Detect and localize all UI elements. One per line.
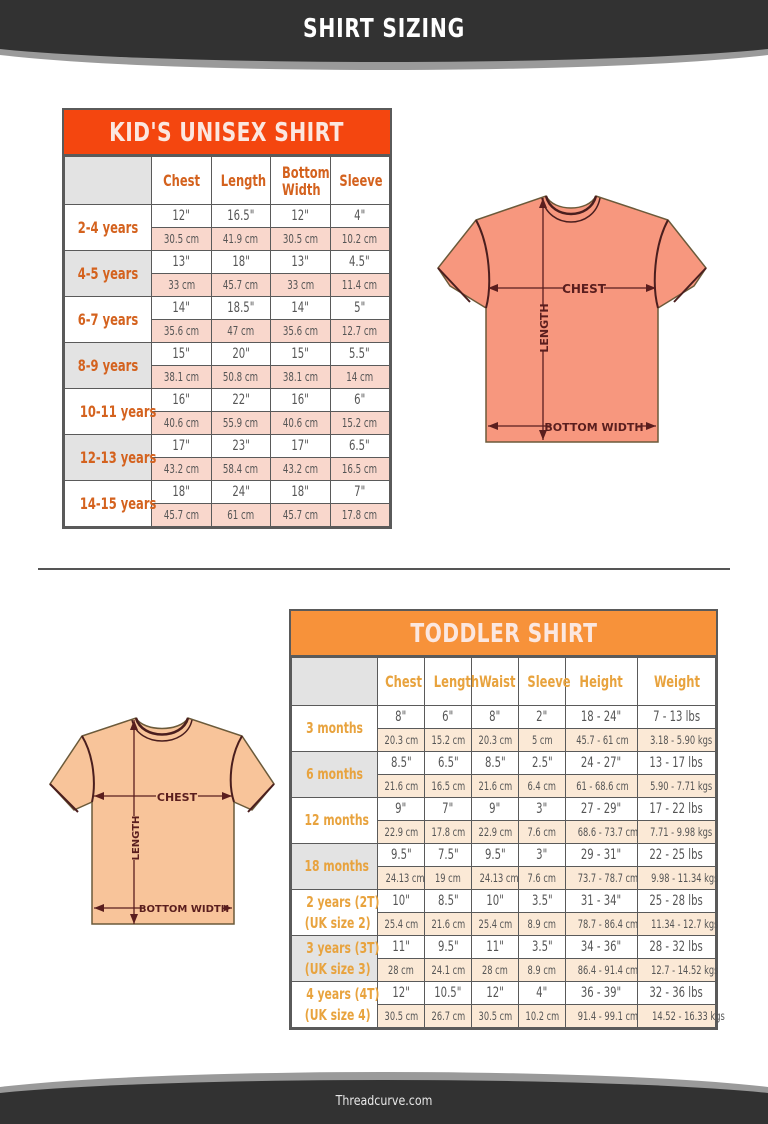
kids-cell-inch: 16" [152, 389, 212, 412]
toddler-cell-inch: 3.5" [519, 936, 566, 959]
kids-cell-cm: 33 cm [271, 274, 331, 297]
kids-header-sleeve: Sleeve [330, 157, 390, 205]
toddler-chest-label: CHEST [156, 791, 198, 804]
kids-header-bottom-width: Bottom Width [271, 157, 331, 205]
kids-length-label: LENGTH [538, 303, 551, 353]
size-label: 4 years (4T) [306, 984, 380, 1003]
kids-cell-inch: 23" [211, 435, 271, 458]
kids-cell-cm: 45.7 cm [211, 274, 271, 297]
page-title: SHIRT SIZING [302, 14, 466, 44]
toddler-bottom-width-label: BOTTOM WIDTH [138, 904, 230, 915]
kids-cell-cm: 58.4 cm [211, 458, 271, 481]
size-label: 14-15 years [79, 494, 157, 513]
kids-cell-cm: 38.1 cm [271, 366, 331, 389]
kids-cell-inch: 16" [271, 389, 331, 412]
toddler-cell-cm: 19 cm [425, 867, 472, 890]
size-label: 6 months [306, 765, 363, 783]
toddler-cell-cm: 21.6 cm [425, 913, 472, 936]
kids-table-title-text: KID'S UNISEX SHIRT [109, 118, 345, 148]
kids-cell-inch: 6.5" [330, 435, 390, 458]
toddler-cell-inch: 24 - 27" [566, 752, 638, 775]
toddler-cell-cm: 30.5 cm [472, 1005, 519, 1028]
toddler-cell-inch: 12" [472, 982, 519, 1005]
toddler-cell-inch: 18 - 24" [566, 706, 638, 729]
kids-row-inch [65, 343, 390, 366]
kids-cell-cm: 40.6 cm [271, 412, 331, 435]
toddler-cell-inch: 17 - 22 lbs [638, 798, 716, 821]
kids-row-inch [65, 205, 390, 228]
toddler-cell-inch: 3.5" [519, 890, 566, 913]
footer-banner [0, 1072, 768, 1124]
size-label: 6-7 years [77, 310, 139, 329]
kids-cell-cm: 35.6 cm [271, 320, 331, 343]
kids-cell-cm: 38.1 cm [152, 366, 212, 389]
kids-cell-cm: 33 cm [152, 274, 212, 297]
tshirt-icon [436, 190, 708, 446]
toddler-cell-inch: 9.5" [425, 936, 472, 959]
kids-cell-cm: 61 cm [211, 504, 271, 527]
kids-cell-inch: 17" [271, 435, 331, 458]
toddler-cell-inch: 7" [425, 798, 472, 821]
toddler-cell-cm: 20.3 cm [378, 729, 425, 752]
toddler-cell-inch: 7.5" [425, 844, 472, 867]
section-divider [38, 568, 730, 570]
toddler-cell-cm: 12.7 - 14.52 kgs [638, 959, 716, 982]
kids-cell-cm: 30.5 cm [271, 228, 331, 251]
toddler-cell-cm: 21.6 cm [378, 775, 425, 798]
kids-cell-cm: 50.8 cm [211, 366, 271, 389]
toddler-cell-inch: 12" [378, 982, 425, 1005]
toddler-cell-cm: 7.6 cm [519, 821, 566, 844]
toddler-cell-cm: 15.2 cm [425, 729, 472, 752]
kids-cell-inch: 13" [152, 251, 212, 274]
kids-cell-cm: 43.2 cm [271, 458, 331, 481]
kids-cell-inch: 16.5" [211, 205, 271, 228]
kids-row-label [65, 343, 152, 389]
kids-cell-cm: 45.7 cm [152, 504, 212, 527]
size-label: 2 years (2T) [306, 892, 380, 911]
toddler-cell-cm: 45.7 - 61 cm [566, 729, 638, 752]
kids-cell-inch: 5.5" [330, 343, 390, 366]
kids-table-title [64, 110, 390, 156]
toddler-row-label [292, 936, 378, 982]
toddler-row-label [292, 706, 378, 752]
toddler-row-label [292, 798, 378, 844]
kids-cell-cm: 45.7 cm [271, 504, 331, 527]
toddler-cell-cm: 8.9 cm [519, 959, 566, 982]
toddler-cell-cm: 9.98 - 11.34 kgs [638, 867, 716, 890]
toddler-cell-inch: 32 - 36 lbs [638, 982, 716, 1005]
kids-cell-inch: 4.5" [330, 251, 390, 274]
size-label: 3 months [306, 719, 363, 737]
toddler-cell-cm: 16.5 cm [425, 775, 472, 798]
toddler-cell-cm: 11.34 - 12.7 kgs [638, 913, 716, 936]
kids-row-inch [65, 297, 390, 320]
toddler-header-height: Height [566, 658, 638, 706]
toddler-cell-inch: 3" [519, 844, 566, 867]
toddler-cell-inch: 11" [472, 936, 519, 959]
toddler-cell-inch: 4" [519, 982, 566, 1005]
kids-row-label [65, 435, 157, 481]
toddler-cell-inch: 7 - 13 lbs [638, 706, 716, 729]
toddler-cell-inch: 8.5" [425, 890, 472, 913]
toddler-cell-inch: 10" [378, 890, 425, 913]
kids-cell-inch: 12" [152, 205, 212, 228]
kids-row-inch [65, 389, 390, 412]
toddler-cell-cm: 10.2 cm [519, 1005, 566, 1028]
toddler-header-length: Length [425, 658, 472, 706]
toddler-row-label [292, 752, 378, 798]
toddler-cell-cm: 28 cm [378, 959, 425, 982]
toddler-cell-cm: 20.3 cm [472, 729, 519, 752]
toddler-row-label [292, 844, 378, 890]
toddler-cell-cm: 24.1 cm [425, 959, 472, 982]
toddler-cell-cm: 5 cm [519, 729, 566, 752]
toddler-cell-cm: 22.9 cm [472, 821, 519, 844]
toddler-header-chest: Chest [378, 658, 425, 706]
size-label: 18 months [304, 857, 369, 875]
toddler-header-corner [292, 658, 378, 706]
kids-cell-inch: 13" [271, 251, 331, 274]
kids-cell-cm: 10.2 cm [330, 228, 390, 251]
toddler-table-title-text: TODDLER SHIRT [410, 619, 597, 649]
size-sublabel: (UK size 2) [304, 913, 371, 932]
toddler-cell-inch: 28 - 32 lbs [638, 936, 716, 959]
kids-row-inch [65, 435, 390, 458]
toddler-cell-inch: 2.5" [519, 752, 566, 775]
toddler-cell-inch: 9" [378, 798, 425, 821]
toddler-row-inch [292, 982, 716, 1005]
toddler-size-table [289, 609, 725, 1030]
kids-cell-cm: 11.4 cm [330, 274, 390, 297]
kids-cell-inch: 15" [152, 343, 212, 366]
kids-row-inch [65, 251, 390, 274]
kids-cell-inch: 12" [271, 205, 331, 228]
toddler-header-waist: Waist [472, 658, 519, 706]
kids-cell-inch: 18" [152, 481, 212, 504]
toddler-cell-inch: 6" [425, 706, 472, 729]
toddler-cell-cm: 68.6 - 73.7 cm [566, 821, 638, 844]
toddler-cell-cm: 91.4 - 99.1 cm [566, 1005, 638, 1028]
toddler-cell-cm: 86.4 - 91.4 cm [566, 959, 638, 982]
kids-cell-inch: 5" [330, 297, 390, 320]
toddler-cell-cm: 21.6 cm [472, 775, 519, 798]
toddler-cell-inch: 9.5" [472, 844, 519, 867]
toddler-cell-inch: 10" [472, 890, 519, 913]
toddler-cell-cm: 28 cm [472, 959, 519, 982]
kids-header-chest: Chest [152, 157, 212, 205]
size-label: 10-11 years [79, 402, 157, 421]
kids-chest-label: CHEST [562, 282, 606, 296]
toddler-cell-cm: 7.71 - 9.98 kgs [638, 821, 716, 844]
size-label: 3 years (3T) [306, 938, 380, 957]
kids-cell-cm: 35.6 cm [152, 320, 212, 343]
toddler-row-inch [292, 936, 716, 959]
kids-row-label [65, 251, 152, 297]
kids-shirt-diagram [436, 190, 708, 446]
kids-cell-cm: 16.5 cm [330, 458, 390, 481]
toddler-header-weight: Weight [638, 658, 716, 706]
toddler-cell-inch: 36 - 39" [566, 982, 638, 1005]
toddler-cell-cm: 17.8 cm [425, 821, 472, 844]
toddler-row-inch [292, 752, 716, 775]
kids-bottom-width-label: BOTTOM WIDTH [544, 421, 644, 434]
size-label: 4-5 years [77, 264, 139, 283]
toddler-cell-inch: 8.5" [472, 752, 519, 775]
size-sublabel: (UK size 3) [304, 959, 371, 978]
toddler-cell-inch: 8" [472, 706, 519, 729]
kids-cell-cm: 15.2 cm [330, 412, 390, 435]
toddler-cell-cm: 14.52 - 16.33 kgs [638, 1005, 716, 1028]
toddler-row-label [292, 982, 378, 1028]
kids-cell-cm: 40.6 cm [152, 412, 212, 435]
kids-header-corner [65, 157, 152, 205]
toddler-header-row [292, 658, 716, 706]
kids-cell-inch: 18.5" [211, 297, 271, 320]
kids-cell-inch: 14" [271, 297, 331, 320]
toddler-cell-inch: 11" [378, 936, 425, 959]
size-label: 8-9 years [77, 356, 139, 375]
kids-table-grid [64, 156, 390, 527]
toddler-cell-inch: 9" [472, 798, 519, 821]
toddler-cell-cm: 8.9 cm [519, 913, 566, 936]
toddler-row-inch [292, 706, 716, 729]
toddler-cell-cm: 26.7 cm [425, 1005, 472, 1028]
kids-cell-inch: 24" [211, 481, 271, 504]
toddler-cell-inch: 31 - 34" [566, 890, 638, 913]
kids-cell-cm: 43.2 cm [152, 458, 212, 481]
kids-cell-cm: 47 cm [211, 320, 271, 343]
toddler-length-label: LENGTH [131, 815, 142, 861]
size-sublabel: (UK size 4) [304, 1005, 371, 1024]
toddler-cell-cm: 6.4 cm [519, 775, 566, 798]
toddler-cell-inch: 2" [519, 706, 566, 729]
toddler-cell-inch: 34 - 36" [566, 936, 638, 959]
toddler-cell-cm: 5.90 - 7.71 kgs [638, 775, 716, 798]
toddler-shirt-diagram [44, 712, 276, 930]
kids-cell-cm: 17.8 cm [330, 504, 390, 527]
kids-cell-inch: 4" [330, 205, 390, 228]
kids-cell-inch: 14" [152, 297, 212, 320]
toddler-cell-inch: 22 - 25 lbs [638, 844, 716, 867]
tshirt-icon [44, 712, 276, 930]
toddler-cell-cm: 30.5 cm [378, 1005, 425, 1028]
toddler-cell-cm: 24.13 cm [378, 867, 425, 890]
kids-size-table [62, 108, 392, 529]
kids-cell-inch: 22" [211, 389, 271, 412]
header-banner [0, 0, 768, 70]
toddler-cell-cm: 73.7 - 78.7 cm [566, 867, 638, 890]
size-label: 2-4 years [77, 218, 139, 237]
toddler-table-title [291, 611, 716, 657]
toddler-cell-cm: 61 - 68.6 cm [566, 775, 638, 798]
kids-header-length: Length [211, 157, 271, 205]
toddler-header-sleeve: Sleeve [519, 658, 566, 706]
toddler-cell-inch: 8" [378, 706, 425, 729]
kids-cell-cm: 41.9 cm [211, 228, 271, 251]
toddler-cell-cm: 22.9 cm [378, 821, 425, 844]
kids-row-inch [65, 481, 390, 504]
kids-row-label [65, 205, 152, 251]
kids-cell-cm: 14 cm [330, 366, 390, 389]
kids-row-label [65, 297, 152, 343]
kids-row-label [65, 389, 157, 435]
kids-cell-inch: 18" [271, 481, 331, 504]
toddler-cell-inch: 13 - 17 lbs [638, 752, 716, 775]
kids-cell-inch: 15" [271, 343, 331, 366]
kids-header-row [65, 157, 390, 205]
toddler-cell-inch: 27 - 29" [566, 798, 638, 821]
toddler-cell-inch: 6.5" [425, 752, 472, 775]
kids-cell-inch: 18" [211, 251, 271, 274]
toddler-cell-inch: 8.5" [378, 752, 425, 775]
toddler-cell-cm: 78.7 - 86.4 cm [566, 913, 638, 936]
toddler-cell-inch: 29 - 31" [566, 844, 638, 867]
kids-cell-cm: 12.7 cm [330, 320, 390, 343]
kids-row-label [65, 481, 157, 527]
kids-cell-inch: 20" [211, 343, 271, 366]
toddler-row-inch [292, 890, 716, 913]
toddler-cell-cm: 25.4 cm [378, 913, 425, 936]
toddler-table-grid [291, 657, 725, 1028]
toddler-cell-cm: 3.18 - 5.90 kgs [638, 729, 716, 752]
footer-site-name: Threadcurve.com [335, 1094, 433, 1109]
toddler-cell-cm: 24.13 cm [472, 867, 519, 890]
toddler-row-label [292, 890, 378, 936]
kids-cell-inch: 6" [330, 389, 390, 412]
toddler-cell-inch: 10.5" [425, 982, 472, 1005]
toddler-row-inch [292, 798, 716, 821]
kids-cell-cm: 55.9 cm [211, 412, 271, 435]
toddler-cell-inch: 9.5" [378, 844, 425, 867]
size-label: 12 months [304, 811, 369, 829]
toddler-cell-inch: 25 - 28 lbs [638, 890, 716, 913]
kids-cell-inch: 7" [330, 481, 390, 504]
toddler-cell-inch: 3" [519, 798, 566, 821]
toddler-cell-cm: 25.4 cm [472, 913, 519, 936]
kids-cell-inch: 17" [152, 435, 212, 458]
toddler-cell-cm: 7.6 cm [519, 867, 566, 890]
size-label: 12-13 years [79, 448, 157, 467]
kids-cell-cm: 30.5 cm [152, 228, 212, 251]
toddler-row-inch [292, 844, 716, 867]
